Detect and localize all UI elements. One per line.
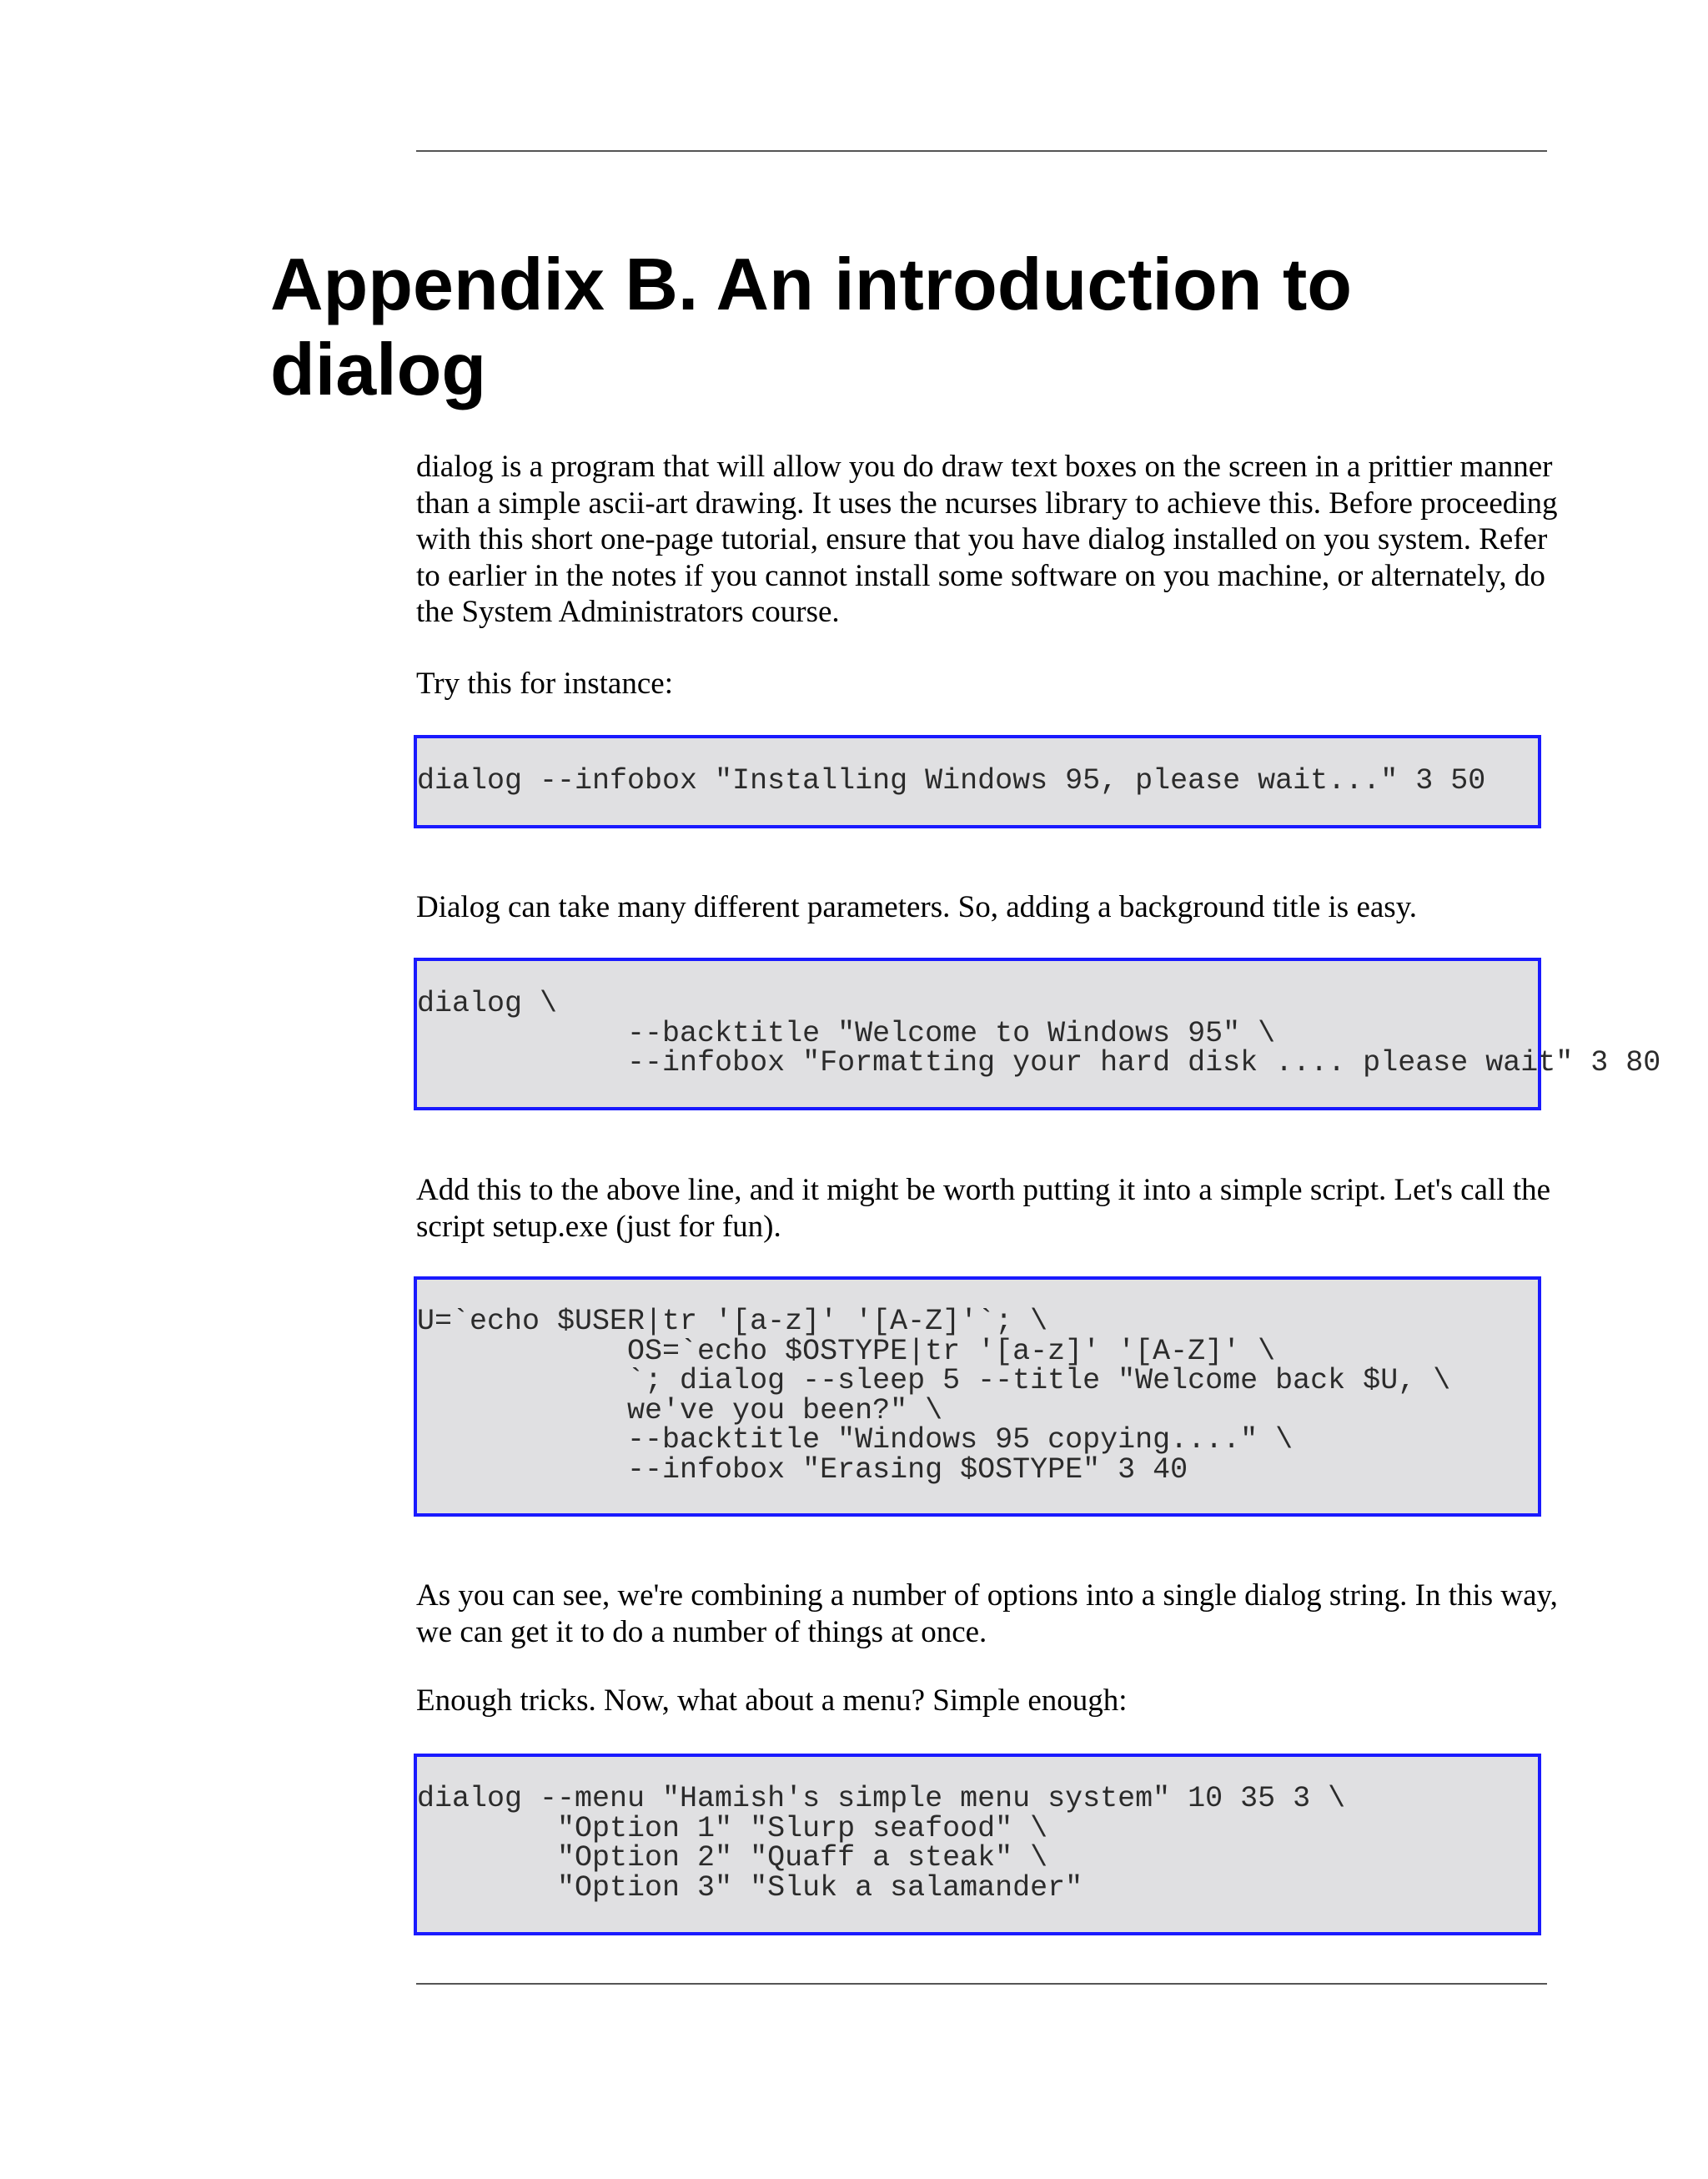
header-rule	[416, 150, 1547, 152]
code-text-script: U=`echo $USER|tr '[a-z]' '[A-Z]'`; \ OS=`echo $OSTYPE|tr '[a-z]' '[A-Z]' \ `; dialog --sleep 5 --title "Welcome back $U, \ we've you been?" \ --backtitle "Windows 95 copying...." \ --infobox "Erasing $OSTYPE" 3 40	[417, 1305, 1451, 1487]
code-text-backtitle: dialog \ --backtitle "Welcome to Windows 95" \ --infobox "Formatting your hard disk .... please wait" 3 80	[417, 987, 1661, 1079]
code-block-backtitle	[414, 958, 1661, 1110]
footer-rule	[416, 1983, 1547, 1985]
code-text-infobox: dialog --infobox "Installing Windows 95, please wait..." 3 50	[417, 764, 1486, 798]
try-this-paragraph: Try this for instance:	[416, 667, 673, 701]
menu-intro-paragraph: Enough tricks. Now, what about a menu? Simple enough:	[416, 1683, 1128, 1718]
code-text-menu: dialog --menu "Hamish's simple menu system" 10 35 3 \ "Option 1" "Slurp seafood" \ "Option 2" "Quaff a steak" \ "Option 3" "Sluk a salamander"	[417, 1782, 1346, 1905]
code-block-script	[414, 1276, 1541, 1517]
add-this-paragraph: Add this to the above line, and it might be worth putting it into a simple script. Let's call the script setup.exe (just for fun).	[416, 1173, 1551, 1244]
intro-paragraph: dialog is a program that will allow you do draw text boxes on the screen in a prittier manner than a simple ascii-art drawing. It uses the ncurses library to achieve this. Before proceeding with this short one-page tutorial, ensure that you have dialog installed on you system. Refer to earlier in the notes if you cannot install some software on you machine, or alternately, do the System Administrators course.	[416, 450, 1558, 629]
parameters-paragraph: Dialog can take many different parameters. So, adding a background title is easy.	[416, 890, 1418, 924]
code-block-infobox	[414, 735, 1541, 828]
combining-paragraph: As you can see, we're combining a number of options into a single dialog string. In this way, we can get it to do a number of things at once.	[416, 1578, 1558, 1649]
page-title: Appendix B. An introduction to dialog	[270, 243, 1353, 410]
code-block-menu	[414, 1754, 1541, 1935]
